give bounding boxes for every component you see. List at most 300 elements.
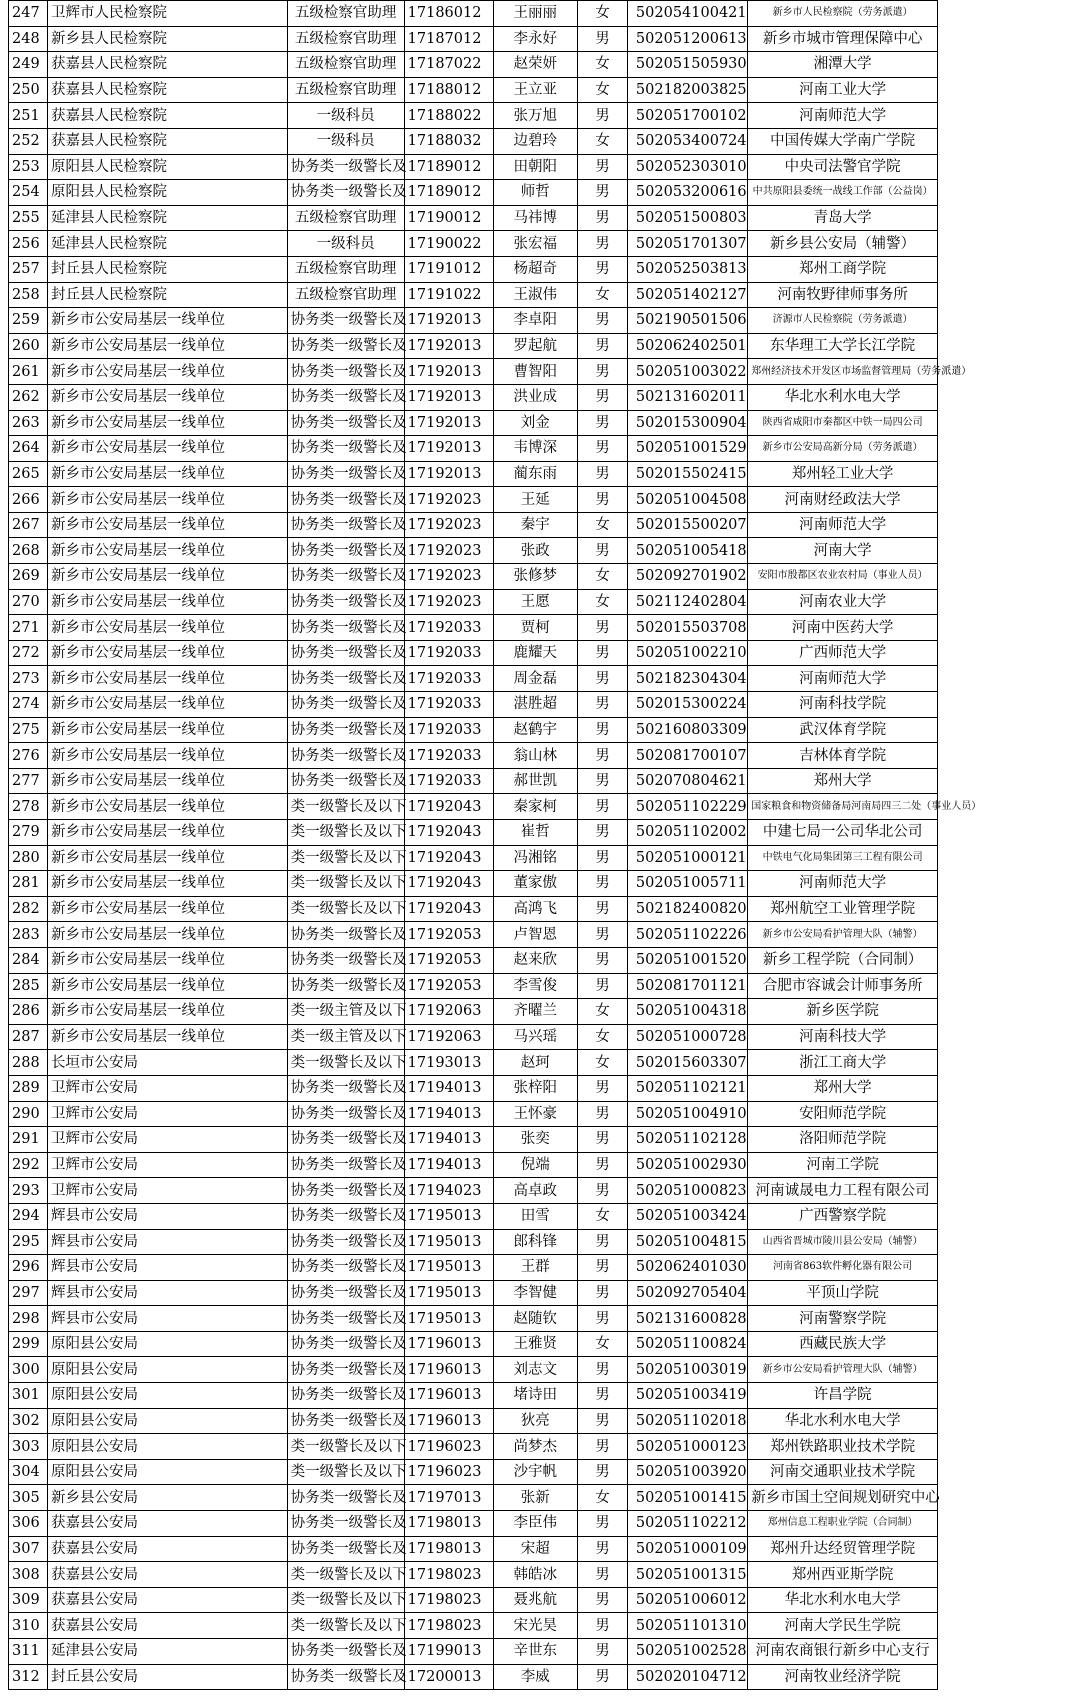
exam-number-cell: 502051102226: [627, 922, 747, 948]
unit-cell: 辉县市公安局: [48, 1255, 288, 1281]
table-row: [9, 1562, 938, 1588]
position-cell: 一级科员: [287, 103, 404, 129]
table-row: [9, 1101, 938, 1127]
position-code-cell: 17187022: [404, 52, 493, 78]
position-cell: 协务类一级警长及: [287, 1485, 404, 1511]
workplace-cell: 山西省晋城市陵川县公安局（辅警）: [748, 1229, 938, 1255]
workplace-cell: 济源市人民检察院（劳务派遣）: [748, 308, 938, 334]
gender-cell: 男: [578, 333, 628, 359]
gender-cell: 女: [578, 1331, 628, 1357]
seq-cell: 289: [9, 1075, 48, 1101]
exam-number-cell: 502051003019: [627, 1357, 747, 1383]
gender-cell: 男: [578, 896, 628, 922]
gender-cell: 女: [578, 77, 628, 103]
gender-cell: 女: [578, 512, 628, 538]
unit-cell: 新乡市公安局基层一线单位: [48, 615, 288, 641]
workplace-cell: 中央司法警官学院: [748, 154, 938, 180]
workplace-cell: 郑州大学: [748, 768, 938, 794]
position-code-cell: 17192013: [404, 384, 493, 410]
table-row: [9, 410, 938, 436]
seq-cell: 260: [9, 333, 48, 359]
position-code-cell: 17192023: [404, 564, 493, 590]
unit-cell: 新乡市公安局基层一线单位: [48, 487, 288, 513]
position-code-cell: 17188032: [404, 128, 493, 154]
table-row: [9, 1434, 938, 1460]
table-row: [9, 1075, 938, 1101]
unit-cell: 原阳县人民检察院: [48, 180, 288, 206]
position-cell: 协务类一级警长及: [287, 768, 404, 794]
position-code-cell: 17192033: [404, 768, 493, 794]
workplace-cell: 新乡县公安局（辅警）: [748, 231, 938, 257]
gender-cell: 男: [578, 1408, 628, 1434]
unit-cell: 封丘县人民检察院: [48, 256, 288, 282]
exam-number-cell: 502052503813: [627, 256, 747, 282]
workplace-cell: 河南工业大学: [748, 77, 938, 103]
unit-cell: 新乡市公安局基层一线单位: [48, 410, 288, 436]
position-cell: 协务类一级警长及: [287, 1203, 404, 1229]
position-code-cell: 17188012: [404, 77, 493, 103]
table-row: [9, 308, 938, 334]
gender-cell: 男: [578, 1075, 628, 1101]
seq-cell: 284: [9, 947, 48, 973]
name-cell: 田雪: [493, 1203, 578, 1229]
gender-cell: 男: [578, 231, 628, 257]
exam-number-cell: 502092705404: [627, 1280, 747, 1306]
name-cell: 秦家柯: [493, 794, 578, 820]
unit-cell: 新乡市公安局基层一线单位: [48, 768, 288, 794]
exam-number-cell: 502051004508: [627, 487, 747, 513]
gender-cell: 男: [578, 205, 628, 231]
seq-cell: 293: [9, 1178, 48, 1204]
unit-cell: 获嘉县公安局: [48, 1536, 288, 1562]
seq-cell: 281: [9, 871, 48, 897]
exam-number-cell: 502070804621: [627, 768, 747, 794]
position-cell: 协务类一级警长及: [287, 359, 404, 385]
position-cell: 协务类一级警长及: [287, 1331, 404, 1357]
position-code-cell: 17199013: [404, 1639, 493, 1665]
exam-number-cell: 502051000728: [627, 1024, 747, 1050]
seq-cell: 287: [9, 1024, 48, 1050]
position-code-cell: 17192033: [404, 615, 493, 641]
unit-cell: 新乡市公安局基层一线单位: [48, 947, 288, 973]
seq-cell: 279: [9, 820, 48, 846]
position-code-cell: 17194013: [404, 1101, 493, 1127]
workplace-cell: 河南警察学院: [748, 1306, 938, 1332]
position-cell: 协务类一级警长及: [287, 1255, 404, 1281]
position-code-cell: 17193013: [404, 1050, 493, 1076]
table-row: [9, 1536, 938, 1562]
workplace-cell: 新乡医学院: [748, 999, 938, 1025]
gender-cell: 男: [578, 538, 628, 564]
workplace-cell: 河南诚晟电力工程有限公司: [748, 1178, 938, 1204]
unit-cell: 新乡市公安局基层一线单位: [48, 538, 288, 564]
seq-cell: 258: [9, 282, 48, 308]
workplace-cell: 河南农业大学: [748, 589, 938, 615]
position-cell: 协务类一级警长及: [287, 1127, 404, 1153]
unit-cell: 获嘉县人民检察院: [48, 128, 288, 154]
exam-number-cell: 502182003825: [627, 77, 747, 103]
position-cell: 协务类一级警长及: [287, 1152, 404, 1178]
gender-cell: 男: [578, 1306, 628, 1332]
unit-cell: 获嘉县人民检察院: [48, 103, 288, 129]
position-cell: 协务类一级警长及: [287, 1075, 404, 1101]
exam-number-cell: 502051102128: [627, 1127, 747, 1153]
unit-cell: 新乡市公安局基层一线单位: [48, 717, 288, 743]
table-row: [9, 845, 938, 871]
name-cell: 李威: [493, 1664, 578, 1690]
unit-cell: 新乡市公安局基层一线单位: [48, 308, 288, 334]
table-row: [9, 1639, 938, 1665]
seq-cell: 247: [9, 1, 48, 27]
seq-cell: 269: [9, 564, 48, 590]
unit-cell: 获嘉县公安局: [48, 1562, 288, 1588]
unit-cell: 新乡市公安局基层一线单位: [48, 640, 288, 666]
exam-number-cell: 502051003419: [627, 1383, 747, 1409]
gender-cell: 男: [578, 256, 628, 282]
table-row: [9, 103, 938, 129]
gender-cell: 男: [578, 1664, 628, 1690]
name-cell: 李智健: [493, 1280, 578, 1306]
table-row: [9, 436, 938, 462]
position-code-cell: 17192013: [404, 461, 493, 487]
workplace-cell: 中国传媒大学南广学院: [748, 128, 938, 154]
position-code-cell: 17196013: [404, 1408, 493, 1434]
exam-number-cell: 502051100824: [627, 1331, 747, 1357]
table-row: [9, 1152, 938, 1178]
gender-cell: 男: [578, 973, 628, 999]
name-cell: 田朝阳: [493, 154, 578, 180]
name-cell: 马祎博: [493, 205, 578, 231]
position-cell: 五级检察官助理: [287, 282, 404, 308]
workplace-cell: 新乡市城市管理保障中心: [748, 26, 938, 52]
position-code-cell: 17192033: [404, 640, 493, 666]
exam-number-cell: 502092701902: [627, 564, 747, 590]
exam-number-cell: 502051002210: [627, 640, 747, 666]
table-row: [9, 1178, 938, 1204]
position-code-cell: 17196013: [404, 1383, 493, 1409]
table-row: [9, 52, 938, 78]
position-cell: 协务类一级警长及: [287, 410, 404, 436]
workplace-cell: 新乡市公安局高新分局（劳务派遣）: [748, 436, 938, 462]
gender-cell: 男: [578, 666, 628, 692]
position-code-cell: 17196023: [404, 1434, 493, 1460]
name-cell: 张政: [493, 538, 578, 564]
workplace-cell: 河南财经政法大学: [748, 487, 938, 513]
unit-cell: 新乡市公安局基层一线单位: [48, 436, 288, 462]
workplace-cell: 浙江工商大学: [748, 1050, 938, 1076]
exam-number-cell: 502051101310: [627, 1613, 747, 1639]
gender-cell: 男: [578, 1434, 628, 1460]
gender-cell: 女: [578, 589, 628, 615]
workplace-cell: 郑州工商学院: [748, 256, 938, 282]
exam-number-cell: 502051004910: [627, 1101, 747, 1127]
exam-number-cell: 502182304304: [627, 666, 747, 692]
table-row: [9, 256, 938, 282]
gender-cell: 女: [578, 1485, 628, 1511]
unit-cell: 封丘县公安局: [48, 1664, 288, 1690]
name-cell: 周金磊: [493, 666, 578, 692]
position-cell: 协务类一级警长及: [287, 384, 404, 410]
gender-cell: 男: [578, 1383, 628, 1409]
workplace-cell: 郑州西亚斯学院: [748, 1562, 938, 1588]
unit-cell: 新乡市公安局基层一线单位: [48, 692, 288, 718]
workplace-cell: 西藏民族大学: [748, 1331, 938, 1357]
seq-cell: 274: [9, 692, 48, 718]
position-code-cell: 17194023: [404, 1178, 493, 1204]
unit-cell: 原阳县公安局: [48, 1434, 288, 1460]
gender-cell: 男: [578, 794, 628, 820]
position-code-cell: 17192043: [404, 845, 493, 871]
unit-cell: 延津县人民检察院: [48, 231, 288, 257]
position-cell: 协务类一级警长及: [287, 564, 404, 590]
position-cell: 协务类一级警长及: [287, 1101, 404, 1127]
seq-cell: 250: [9, 77, 48, 103]
exam-number-cell: 502051001315: [627, 1562, 747, 1588]
unit-cell: 新乡市公安局基层一线单位: [48, 333, 288, 359]
table-row: [9, 768, 938, 794]
seq-cell: 291: [9, 1127, 48, 1153]
position-code-cell: 17192013: [404, 333, 493, 359]
seq-cell: 280: [9, 845, 48, 871]
table-row: [9, 1511, 938, 1537]
gender-cell: 男: [578, 410, 628, 436]
exam-number-cell: 502160803309: [627, 717, 747, 743]
exam-number-cell: 502051102002: [627, 820, 747, 846]
seq-cell: 296: [9, 1255, 48, 1281]
workplace-cell: 河南工学院: [748, 1152, 938, 1178]
position-cell: 一级科员: [287, 231, 404, 257]
gender-cell: 男: [578, 487, 628, 513]
position-cell: 类一级警长及以下: [287, 1613, 404, 1639]
seq-cell: 298: [9, 1306, 48, 1332]
position-code-cell: 17200013: [404, 1664, 493, 1690]
seq-cell: 303: [9, 1434, 48, 1460]
position-cell: 协务类一级警长及: [287, 308, 404, 334]
seq-cell: 253: [9, 154, 48, 180]
exam-number-cell: 502051005418: [627, 538, 747, 564]
position-code-cell: 17198013: [404, 1511, 493, 1537]
seq-cell: 248: [9, 26, 48, 52]
position-cell: 协务类一级警长及: [287, 1306, 404, 1332]
exam-number-cell: 502051000823: [627, 1178, 747, 1204]
exam-number-cell: 502081700107: [627, 743, 747, 769]
table-row: [9, 1613, 938, 1639]
table-row: [9, 999, 938, 1025]
name-cell: 张奕: [493, 1127, 578, 1153]
position-code-cell: 17192013: [404, 308, 493, 334]
table-row: [9, 1, 938, 27]
position-code-cell: 17192013: [404, 436, 493, 462]
exam-number-cell: 502051505930: [627, 52, 747, 78]
exam-number-cell: 502112402804: [627, 589, 747, 615]
workplace-cell: 新乡市公安局看护管理大队（辅警）: [748, 1357, 938, 1383]
position-cell: 协务类一级警长及: [287, 717, 404, 743]
unit-cell: 封丘县人民检察院: [48, 282, 288, 308]
position-code-cell: 17192053: [404, 947, 493, 973]
unit-cell: 卫辉市公安局: [48, 1101, 288, 1127]
position-cell: 类一级警长及以下: [287, 845, 404, 871]
seq-cell: 271: [9, 615, 48, 641]
workplace-cell: 郑州轻工业大学: [748, 461, 938, 487]
exam-number-cell: 502053400724: [627, 128, 747, 154]
name-cell: 赵珂: [493, 1050, 578, 1076]
position-cell: 协务类一级警长及: [287, 512, 404, 538]
position-code-cell: 17196013: [404, 1331, 493, 1357]
name-cell: 张新: [493, 1485, 578, 1511]
position-code-cell: 17192023: [404, 487, 493, 513]
unit-cell: 原阳县公安局: [48, 1459, 288, 1485]
position-code-cell: 17192053: [404, 922, 493, 948]
seq-cell: 299: [9, 1331, 48, 1357]
workplace-cell: 东华理工大学长江学院: [748, 333, 938, 359]
exam-number-cell: 502051700102: [627, 103, 747, 129]
gender-cell: 男: [578, 717, 628, 743]
position-cell: 协务类一级警长及: [287, 1357, 404, 1383]
seq-cell: 266: [9, 487, 48, 513]
table-row: [9, 180, 938, 206]
seq-cell: 312: [9, 1664, 48, 1690]
workplace-cell: 平顶山学院: [748, 1280, 938, 1306]
seq-cell: 259: [9, 308, 48, 334]
seq-cell: 265: [9, 461, 48, 487]
exam-number-cell: 502051102121: [627, 1075, 747, 1101]
name-cell: 王雅贤: [493, 1331, 578, 1357]
position-cell: 协务类一级警长及: [287, 615, 404, 641]
name-cell: 宋超: [493, 1536, 578, 1562]
gender-cell: 男: [578, 384, 628, 410]
unit-cell: 卫辉市人民检察院: [48, 1, 288, 27]
name-cell: 辛世东: [493, 1639, 578, 1665]
table-row: [9, 1408, 938, 1434]
workplace-cell: 河南牧业经济学院: [748, 1664, 938, 1690]
workplace-cell: 河南师范大学: [748, 666, 938, 692]
position-code-cell: 17191022: [404, 282, 493, 308]
workplace-cell: 郑州经济技术开发区市场监督管理局（劳务派遣）: [748, 359, 938, 385]
name-cell: 尚梦杰: [493, 1434, 578, 1460]
position-code-cell: 17189012: [404, 154, 493, 180]
unit-cell: 获嘉县人民检察院: [48, 77, 288, 103]
unit-cell: 新乡市公安局基层一线单位: [48, 743, 288, 769]
seq-cell: 256: [9, 231, 48, 257]
workplace-cell: 河南牧野律师事务所: [748, 282, 938, 308]
table-row: [9, 128, 938, 154]
position-cell: 五级检察官助理: [287, 256, 404, 282]
seq-cell: 306: [9, 1511, 48, 1537]
position-code-cell: 17195013: [404, 1280, 493, 1306]
name-cell: 李永好: [493, 26, 578, 52]
unit-cell: 新乡市公安局基层一线单位: [48, 564, 288, 590]
exam-number-cell: 502015500207: [627, 512, 747, 538]
gender-cell: 女: [578, 564, 628, 590]
name-cell: 郝世凯: [493, 768, 578, 794]
gender-cell: 男: [578, 1562, 628, 1588]
gender-cell: 男: [578, 640, 628, 666]
gender-cell: 女: [578, 1203, 628, 1229]
unit-cell: 新乡市公安局基层一线单位: [48, 794, 288, 820]
unit-cell: 新乡市公安局基层一线单位: [48, 922, 288, 948]
position-code-cell: 17198023: [404, 1613, 493, 1639]
gender-cell: 男: [578, 436, 628, 462]
gender-cell: 男: [578, 1587, 628, 1613]
gender-cell: 男: [578, 922, 628, 948]
unit-cell: 新乡市公安局基层一线单位: [48, 845, 288, 871]
workplace-cell: 中建七局一公司华北公司: [748, 820, 938, 846]
workplace-cell: 华北水利水电大学: [748, 1587, 938, 1613]
seq-cell: 309: [9, 1587, 48, 1613]
table-row: [9, 26, 938, 52]
unit-cell: 原阳县公安局: [48, 1408, 288, 1434]
unit-cell: 新乡市公安局基层一线单位: [48, 512, 288, 538]
gender-cell: 女: [578, 999, 628, 1025]
name-cell: 王丽丽: [493, 1, 578, 27]
unit-cell: 卫辉市公安局: [48, 1127, 288, 1153]
name-cell: 王立亚: [493, 77, 578, 103]
gender-cell: 男: [578, 845, 628, 871]
unit-cell: 获嘉县公安局: [48, 1587, 288, 1613]
name-cell: 王淑伟: [493, 282, 578, 308]
unit-cell: 长垣市公安局: [48, 1050, 288, 1076]
gender-cell: 女: [578, 128, 628, 154]
table-row: [9, 461, 938, 487]
name-cell: 宋光昊: [493, 1613, 578, 1639]
seq-cell: 295: [9, 1229, 48, 1255]
seq-cell: 308: [9, 1562, 48, 1588]
exam-number-cell: 502051000109: [627, 1536, 747, 1562]
table-row: [9, 564, 938, 590]
table-row: [9, 666, 938, 692]
position-cell: 协务类一级警长及: [287, 333, 404, 359]
unit-cell: 新乡市公安局基层一线单位: [48, 666, 288, 692]
name-cell: 倪端: [493, 1152, 578, 1178]
table-row: [9, 359, 938, 385]
gender-cell: 男: [578, 1639, 628, 1665]
position-cell: 类一级警长及以下: [287, 1434, 404, 1460]
workplace-cell: 广西警察学院: [748, 1203, 938, 1229]
gender-cell: 男: [578, 308, 628, 334]
workplace-cell: 武汉体育学院: [748, 717, 938, 743]
workplace-cell: 安阳师范学院: [748, 1101, 938, 1127]
seq-cell: 292: [9, 1152, 48, 1178]
unit-cell: 新乡县人民检察院: [48, 26, 288, 52]
name-cell: 张宏福: [493, 231, 578, 257]
unit-cell: 原阳县公安局: [48, 1331, 288, 1357]
position-code-cell: 17196023: [404, 1459, 493, 1485]
position-code-cell: 17190012: [404, 205, 493, 231]
table-row: [9, 896, 938, 922]
seq-cell: 307: [9, 1536, 48, 1562]
workplace-cell: 华北水利水电大学: [748, 1408, 938, 1434]
position-code-cell: 17190022: [404, 231, 493, 257]
position-cell: 五级检察官助理: [287, 77, 404, 103]
exam-number-cell: 502051006012: [627, 1587, 747, 1613]
gender-cell: 男: [578, 1536, 628, 1562]
exam-number-cell: 502051003022: [627, 359, 747, 385]
table-row: [9, 1050, 938, 1076]
workplace-cell: 湘潭大学: [748, 52, 938, 78]
position-cell: 协务类一级警长及: [287, 1178, 404, 1204]
name-cell: 狄亮: [493, 1408, 578, 1434]
exam-number-cell: 502051001415: [627, 1485, 747, 1511]
exam-number-cell: 502015502415: [627, 461, 747, 487]
position-code-cell: 17192053: [404, 973, 493, 999]
name-cell: 翁山林: [493, 743, 578, 769]
workplace-cell: 华北水利水电大学: [748, 384, 938, 410]
exam-number-cell: 502020104712: [627, 1664, 747, 1690]
position-code-cell: 17192023: [404, 512, 493, 538]
seq-cell: 304: [9, 1459, 48, 1485]
seq-cell: 285: [9, 973, 48, 999]
name-cell: 冯湘铭: [493, 845, 578, 871]
